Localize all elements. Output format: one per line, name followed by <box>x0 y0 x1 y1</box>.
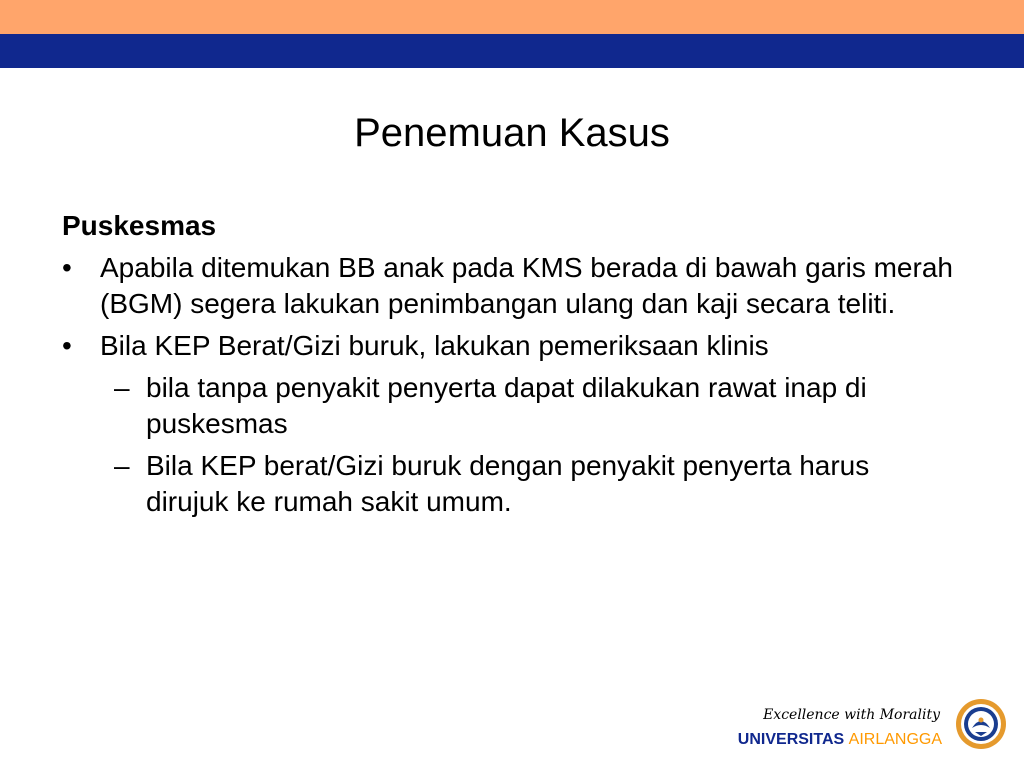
bullet-mark: • <box>62 252 72 283</box>
header-band <box>0 34 1024 68</box>
university-name-word1: UNIVERSITAS <box>737 731 845 748</box>
sub-bullet-item <box>62 370 962 442</box>
sub-bullet-item <box>62 448 962 520</box>
slide-title: Penemuan Kasus <box>354 111 670 155</box>
bullet-mark: • <box>62 330 72 361</box>
bullet-text: Bila KEP Berat/Gizi buruk, lakukan pemeriksaan klinis <box>100 330 769 361</box>
university-name-word2: AIRLANGGA <box>848 731 942 748</box>
university-seal-icon <box>955 698 1007 750</box>
bullet-item <box>62 250 962 322</box>
dash-mark: – <box>114 372 130 403</box>
sub-bullet-text: bila tanpa penyakit penyerta dapat dilakukan rawat inap di puskesmas <box>146 372 867 439</box>
top-accent-band <box>0 0 1024 34</box>
sub-bullet-text: Bila KEP berat/Gizi buruk dengan penyakit penyerta harus dirujuk ke rumah sakit umum. <box>146 450 870 517</box>
bullet-text: Apabila ditemukan BB anak pada KMS berada di bawah garis merah (BGM) segera lakukan penimbangan ulang dan kaji secara teliti. <box>100 252 953 319</box>
university-name <box>738 730 942 750</box>
section-heading: Puskesmas <box>62 210 217 241</box>
footer-tagline: Excellence with Morality <box>763 707 940 723</box>
dash-mark: – <box>114 450 130 481</box>
bullet-item <box>62 328 962 364</box>
slide-content <box>62 208 962 526</box>
